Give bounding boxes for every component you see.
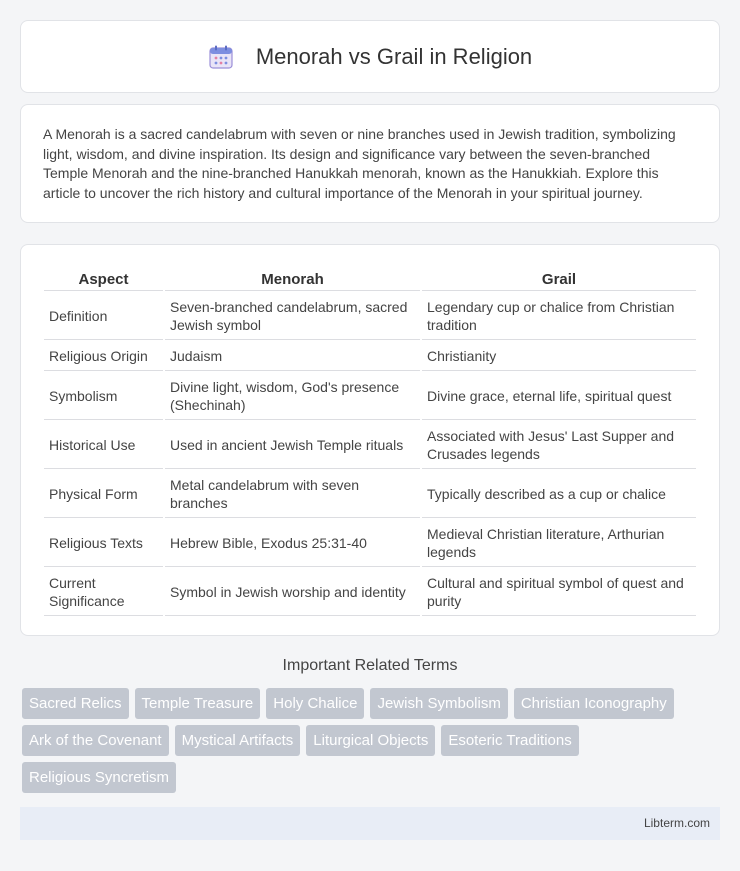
column-header-menorah: Menorah bbox=[165, 267, 420, 291]
related-term-tag[interactable]: Religious Syncretism bbox=[22, 762, 176, 793]
column-header-grail: Grail bbox=[422, 267, 696, 291]
table-row bbox=[44, 342, 696, 371]
related-term-tag[interactable]: Christian Iconography bbox=[514, 688, 674, 719]
related-terms-list bbox=[22, 688, 712, 793]
table-row bbox=[44, 422, 696, 469]
cell-menorah: Judaism bbox=[165, 342, 420, 371]
comparison-card bbox=[20, 244, 720, 636]
cell-menorah: Symbol in Jewish worship and identity bbox=[165, 569, 420, 616]
comparison-table bbox=[42, 265, 698, 618]
cell-menorah: Hebrew Bible, Exodus 25:31-40 bbox=[165, 520, 420, 567]
cell-grail: Associated with Jesus' Last Supper and Crusades legends bbox=[422, 422, 696, 469]
cell-aspect: Religious Origin bbox=[44, 342, 163, 371]
related-term-tag[interactable]: Esoteric Traditions bbox=[441, 725, 578, 756]
table-row bbox=[44, 293, 696, 340]
table-header-row bbox=[44, 267, 696, 291]
related-term-tag[interactable]: Mystical Artifacts bbox=[175, 725, 301, 756]
cell-grail: Legendary cup or chalice from Christian tradition bbox=[422, 293, 696, 340]
related-term-tag[interactable]: Temple Treasure bbox=[135, 688, 261, 719]
table-row bbox=[44, 569, 696, 616]
related-term-tag[interactable]: Ark of the Covenant bbox=[22, 725, 169, 756]
intro-text: A Menorah is a sacred candelabrum with seven or nine branches used in Jewish tradition, symbolizing light, wisdom, and divine inspiration. Its design and significance vary between the seven-branched Temple Menorah and the nine-branched Hanukkah menorah, known as the Hanukkiah. Explore this article to uncover the rich history and cultural importance of the Menorah in your spiritual journey. bbox=[43, 126, 676, 201]
cell-grail: Typically described as a cup or chalice bbox=[422, 471, 696, 518]
cell-menorah: Divine light, wisdom, God's presence (Shechinah) bbox=[165, 373, 420, 420]
cell-grail: Christianity bbox=[422, 342, 696, 371]
cell-menorah: Metal candelabrum with seven branches bbox=[165, 471, 420, 518]
cell-aspect: Symbolism bbox=[44, 373, 163, 420]
calendar-icon bbox=[208, 44, 234, 70]
related-term-tag[interactable]: Sacred Relics bbox=[22, 688, 129, 719]
cell-aspect: Physical Form bbox=[44, 471, 163, 518]
related-terms-title: Important Related Terms bbox=[282, 657, 458, 674]
related-term-tag[interactable]: Liturgical Objects bbox=[306, 725, 435, 756]
cell-grail: Divine grace, eternal life, spiritual quest bbox=[422, 373, 696, 420]
table-row bbox=[44, 471, 696, 518]
table-row bbox=[44, 520, 696, 567]
cell-grail: Medieval Christian literature, Arthurian legends bbox=[422, 520, 696, 567]
column-header-aspect: Aspect bbox=[44, 267, 163, 291]
cell-menorah: Used in ancient Jewish Temple rituals bbox=[165, 422, 420, 469]
intro-card bbox=[20, 104, 720, 223]
cell-menorah: Seven-branched candelabrum, sacred Jewish symbol bbox=[165, 293, 420, 340]
related-term-tag[interactable]: Jewish Symbolism bbox=[370, 688, 507, 719]
footer bbox=[20, 807, 720, 840]
table-row bbox=[44, 373, 696, 420]
page-header bbox=[20, 20, 720, 93]
cell-aspect: Current Significance bbox=[44, 569, 163, 616]
cell-aspect: Religious Texts bbox=[44, 520, 163, 567]
cell-aspect: Definition bbox=[44, 293, 163, 340]
cell-aspect: Historical Use bbox=[44, 422, 163, 469]
footer-site-link[interactable]: Libterm.com bbox=[643, 816, 710, 830]
page-title: Menorah vs Grail in Religion bbox=[255, 43, 533, 69]
related-term-tag[interactable]: Holy Chalice bbox=[266, 688, 364, 719]
cell-grail: Cultural and spiritual symbol of quest and purity bbox=[422, 569, 696, 616]
